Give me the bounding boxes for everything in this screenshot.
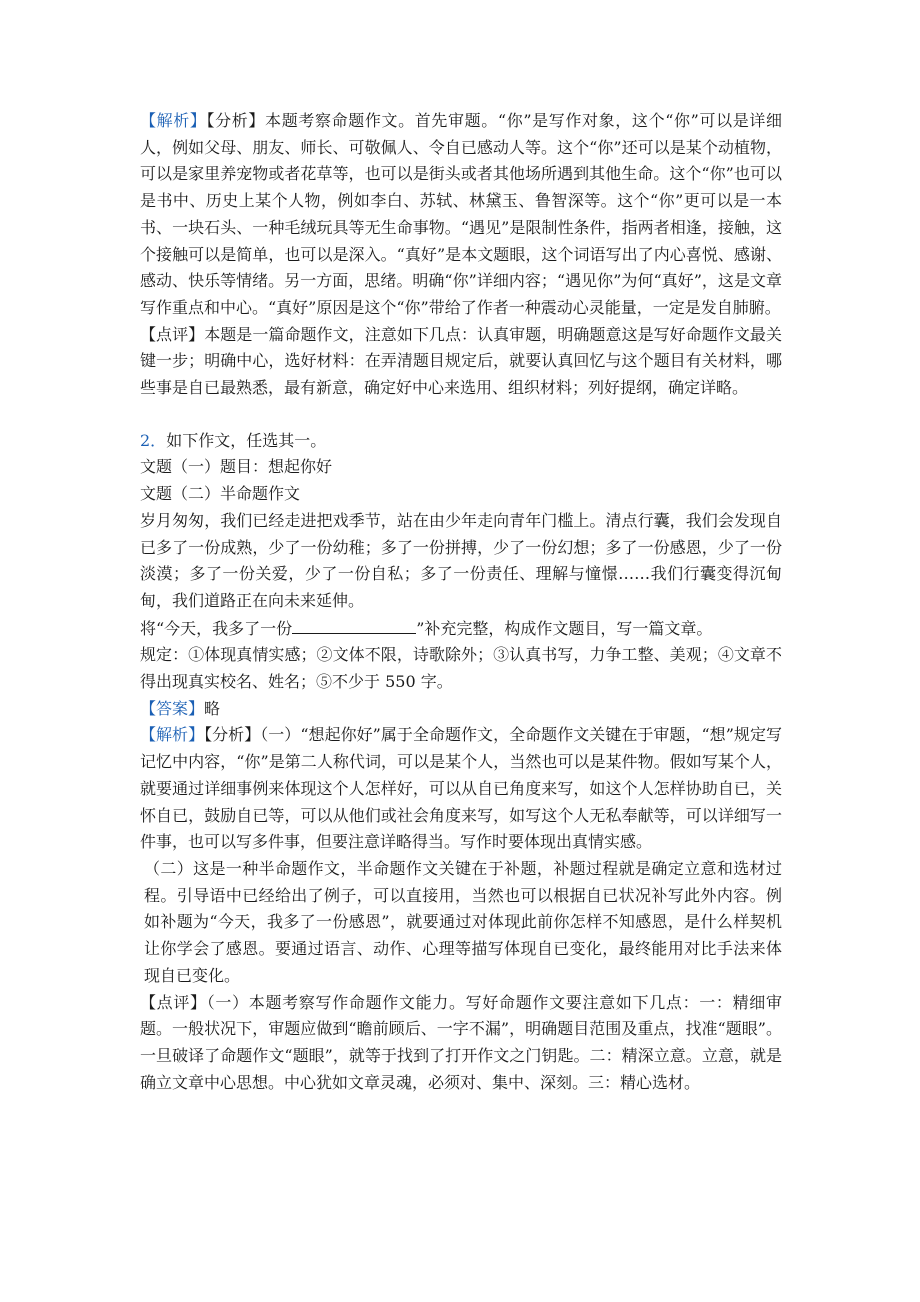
analysis-text: 【分析】本题考察命题作文。首先审题。“你”是写作对象，这个“你”可以是详细人，例如父母、朋友、师长、可敬佩人、令自已感动人等。这个“你”还可以是某个动植物，可以是家里养宠物或者花草等，也可以是街头或者其他场所遇到其他生命。这个“你”也可以是书中、历史上某个人物，例如李白、苏轼、林黛玉、鲁智深等。这个“你”更可以是一本书、一块石头、一种毛绒玩具等无生命事物。“遇见”是限制性条件，指两者相逢，接触，这个接触可以是简单，也可以是深入。“真好”是本文题眼，这个词语写出了内心喜悦、感谢、感动、快乐等情绪。另一方面，思绪。明确“你”详细内容；“遇见你”为何“真好”，这是文章写作重点和中心。“真好”原因是这个“你”带给了作者一种震动心灵能量，一定是发自肺腑。 (140, 111, 782, 317)
writing-rules: 规定：①体现真情实感；②文体不限，诗歌除外；③认真书写，力争工整、美观；④文章不得出现真实校名、姓名；⑤不少于 550 字。 (140, 645, 782, 692)
answer-line (140, 696, 782, 723)
question-number: 2． (140, 430, 167, 450)
analysis-tag-q2: 【解析】 (140, 725, 205, 745)
analysis-paragraph-q1 (140, 108, 782, 322)
question-prompt: 如下作文，任选其一。 (166, 430, 327, 450)
answer-tag: 【答案】 (140, 698, 205, 718)
section-gap (140, 402, 782, 428)
title-instruction (140, 615, 782, 643)
answer-text: 略 (204, 698, 221, 718)
question-2-heading (140, 428, 782, 455)
review-text: 【点评】本题是一篇命题作文，注意如下几点：认真审题，明确题意这是写好命题作文最关键一步；明确中心，选好材料：在弄清题目规定后，就要认真回忆与这个题目有关材料，哪些事是自已最熟悉，最有新意，确定好中心来选用、组织材料；列好提纲，确定详略。 (140, 324, 782, 398)
fill-in-blank (292, 615, 416, 634)
option-one: 文题（一）题目：想起你好 (140, 457, 333, 477)
instruction-before-blank: 将“今天，我多了一份 (140, 618, 293, 638)
instruction-after-blank: ”补充完整，构成作文题目，写一篇文章。 (416, 618, 713, 638)
prompt-passage: 岁月匆匆，我们已经走进把戏季节，站在由少年走向青年门槛上。清点行囊，我们会发现自已多了一份成熟，少了一份幼稚；多了一份拼搏，少了一份幻想；多了一份感恩，少了一份淡漠；多了一份关爱，少了一份自私；多了一份责任、理解与憧憬……我们行囊变得沉甸甸，我们道路正在向未来延伸。 (140, 510, 782, 610)
option-two: 文题（二）半命题作文 (140, 484, 301, 504)
review-paragraph-q1 (140, 322, 782, 402)
analysis-paragraph-q2-one (140, 722, 782, 856)
analysis-tag: 【解析】 (140, 111, 207, 130)
analysis-paragraph-q2-two: （二）这是一种半命题作文，半命题作文关键在于补题，补题过程就是确定立意和选材过程。引导语中已经给出了例子，可以直接用，当然也可以根据自已状况补写此外内容。例如补题为“今天，我多了一份感恩”，就要通过对体现此前你怎样不知感恩，是什么样契机让你学会了感恩。要通过语言、动作、心理等描写体现自已变化，最终能用对比手法来体现自已变化。 (144, 858, 782, 985)
review-paragraph-q2: 【点评】（一）本题考察写作命题作文能力。写好命题作文要注意如下几点：一：精细审题。一般状况下，审题应做到“瞻前顾后、一字不漏”，明确题目范围及重点，找准“题眼”。一旦破译了命题作文“题眼”，就等于找到了打开作文之门钥匙。二：精深立意。立意，就是确立文章中心思想。中心犹如文章灵魂，必须对、集中、深刻。三：精心选材。 (140, 992, 782, 1092)
analysis-text-q2-one: 【分析】（一）“想起你好”属于全命题作文，全命题作文关键在于审题，“想”规定写记忆中内容，“你”是第二人称代词，可以是某个人，当然也可以是某件物。假如写某个人，就要通过详细事例来体现这个人怎样好，可以从自已角度来写，如这个人怎样协助自已，关怀自已，鼓励自已等，可以从他们或社会角度来写，如写这个人无私奉献等，可以详细写一件事，也可以写多件事，但要注意详略得当。写作时要体现出真情实感。 (140, 725, 782, 852)
